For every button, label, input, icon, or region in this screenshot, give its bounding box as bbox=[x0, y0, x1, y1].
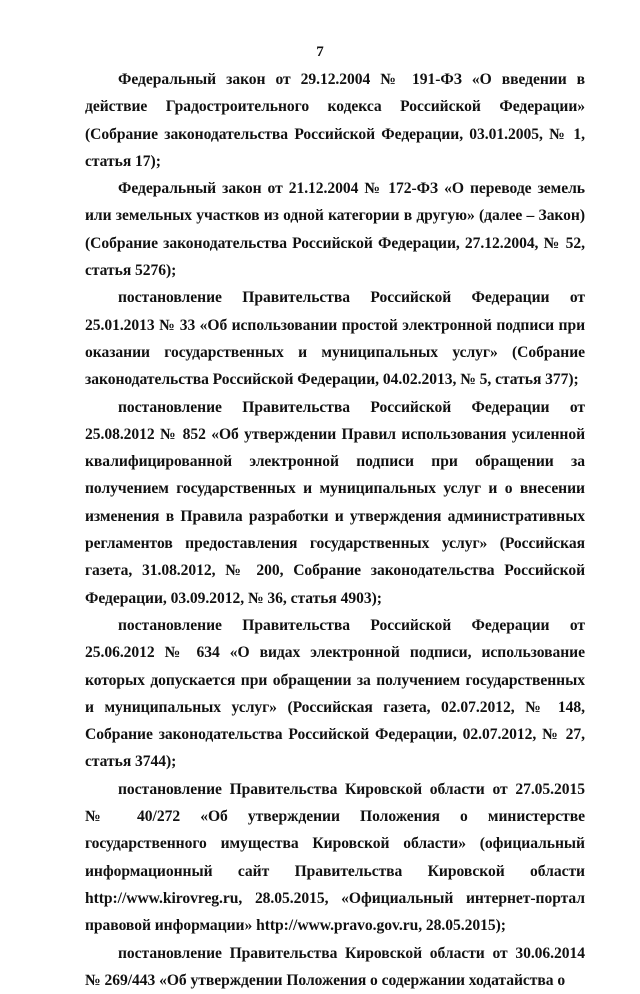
paragraph-resolution-852: постановление Правительства Российской Федерации от 25.08.2012 № 852 «Об утверждении Правил использования усиленной квалифицированной электронной подписи при обращении за получением государственных и муниципальных услуг и о внесении изменения в Правила разработки и утверждения административных регламентов предоставления государственных услуг» (Российская газета, 31.08.2012, № 200, Собрание законодательства Российской Федерации, 03.09.2012, № 36, статья 4903); bbox=[85, 394, 585, 612]
paragraph-resolution-33: постановление Правительства Российской Федерации от 25.01.2013 № 33 «Об использовании простой электронной подписи при оказании государственных и муниципальных услуг» (Собрание законодательства Российской Федерации, 04.02.2013, № 5, статья 377); bbox=[85, 284, 585, 393]
paragraph-federal-law-172: Федеральный закон от 21.12.2004 № 172-ФЗ «О переводе земель или земельных участков из одной категории в другую» (далее – Закон) (Собрание законодательства Российской Федерации, 27.12.2004, № 52, статья 5276); bbox=[85, 175, 585, 284]
paragraph-resolution-40-272: постановление Правительства Кировской области от 27.05.2015 № 40/272 «Об утверждении Положения о министерстве государственного имущества Кировской области» (официальный информационный сайт Правительства Кировской области http://www.kirovreg.ru, 28.05.2015, «Официальный интернет-портал правовой информации» http://www.pravo.gov.ru, 28.05.2015); bbox=[85, 776, 585, 940]
paragraph-federal-law-191: Федеральный закон от 29.12.2004 № 191-ФЗ «О введении в действие Градостроительного кодекса Российской Федерации» (Собрание законодательства Российской Федерации, 03.01.2005, № 1, статья 17); bbox=[85, 66, 585, 175]
document-body bbox=[85, 66, 585, 994]
paragraph-resolution-634: постановление Правительства Российской Федерации от 25.06.2012 № 634 «О видах электронной подписи, использование которых допускается при обращении за получением государственных и муниципальных услуг» (Российская газета, 02.07.2012, № 148, Собрание законодательства Российской Федерации, 02.07.2012, № 27, статья 3744); bbox=[85, 612, 585, 776]
page-number: 7 bbox=[0, 44, 640, 61]
paragraph-resolution-269-443: постановление Правительства Кировской области от 30.06.2014 № 269/443 «Об утверждении Положения о содержании ходатайства о bbox=[85, 940, 585, 994]
